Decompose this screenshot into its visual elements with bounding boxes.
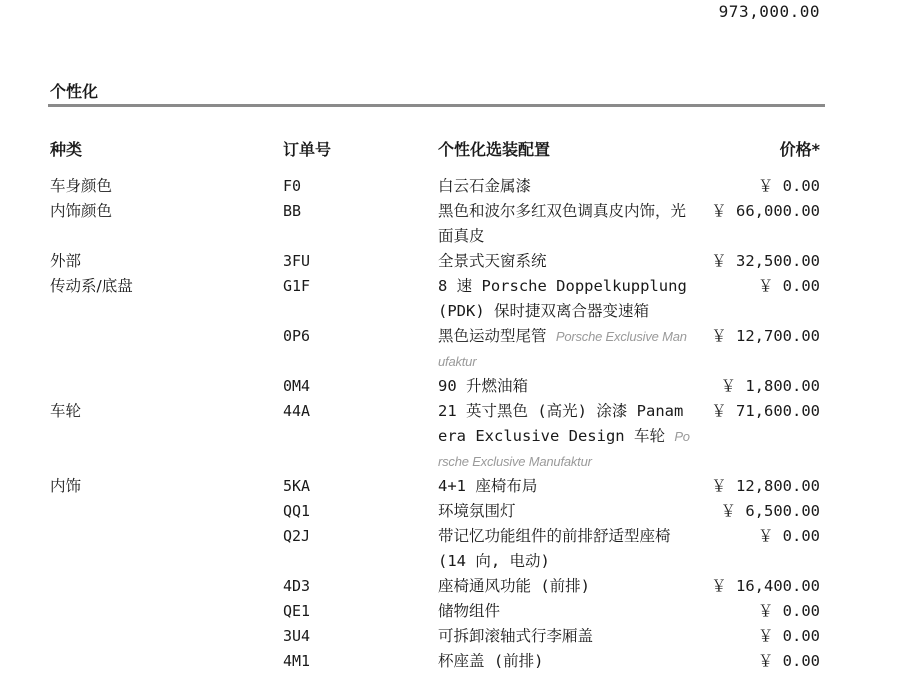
row-kind: 外部 — [50, 252, 82, 270]
row-option-description — [438, 399, 692, 474]
section-divider — [48, 104, 825, 107]
table-row — [0, 574, 900, 599]
table-header — [0, 137, 900, 159]
row-price: ￥ 66,000.00 — [711, 202, 820, 220]
row-option-text: 可拆卸滚轴式行李厢盖 — [438, 627, 594, 645]
row-price: ￥ 0.00 — [757, 277, 820, 295]
table-row — [0, 274, 900, 324]
row-price: ￥ 0.00 — [757, 602, 820, 620]
row-option-description — [438, 274, 692, 324]
row-option-text: 4+1 座椅布局 — [438, 477, 538, 495]
row-order-code: F0 — [283, 177, 302, 195]
row-price: ￥ 0.00 — [757, 652, 820, 670]
row-order-code: 3FU — [283, 252, 311, 270]
header-option: 个性化选装配置 — [438, 140, 551, 159]
table-row — [0, 174, 900, 199]
row-option-description — [438, 199, 692, 249]
header-order-code: 订单号 — [283, 140, 332, 159]
header-price: 价格* — [779, 140, 820, 159]
row-option-text: 白云石金属漆 — [438, 177, 532, 195]
row-price: ￥ 1,800.00 — [720, 377, 820, 395]
row-price: ￥ 16,400.00 — [711, 577, 820, 595]
row-option-description — [438, 599, 692, 624]
row-order-code: 0P6 — [283, 327, 311, 345]
row-price: ￥ 71,600.00 — [711, 402, 820, 420]
table-row — [0, 649, 900, 674]
row-order-code: 5KA — [283, 477, 311, 495]
row-price: ￥ 0.00 — [757, 177, 820, 195]
row-option-text: 黑色运动型尾管 — [438, 327, 547, 345]
table-row — [0, 599, 900, 624]
table-row — [0, 624, 900, 649]
row-order-code: 0M4 — [283, 377, 311, 395]
row-price: ￥ 0.00 — [757, 627, 820, 645]
table-row — [0, 474, 900, 499]
table-row — [0, 374, 900, 399]
row-price: ￥ 12,700.00 — [711, 327, 820, 345]
row-option-description — [438, 524, 692, 574]
row-option-description — [438, 374, 692, 399]
row-order-code: QQ1 — [283, 502, 311, 520]
row-kind: 内饰 — [50, 477, 82, 495]
row-kind: 车轮 — [50, 402, 82, 420]
table-row — [0, 324, 900, 374]
table-row — [0, 199, 900, 249]
header-kind: 种类 — [50, 140, 83, 159]
row-option-description — [438, 324, 692, 374]
row-option-description — [438, 574, 692, 599]
section-title: 个性化 — [50, 82, 99, 101]
row-brand-note: Porsche Exclusive Manufaktur — [438, 429, 690, 469]
row-price: ￥ 12,800.00 — [711, 477, 820, 495]
row-option-text: 带记忆功能组件的前排舒适型座椅 (14 向, 电动) — [438, 527, 671, 570]
row-price: ￥ 32,500.00 — [711, 252, 820, 270]
row-order-code: 44A — [283, 402, 311, 420]
row-option-description — [438, 249, 692, 274]
row-option-text: 8 速 Porsche Doppelkupplung (PDK) 保时捷双离合器变速箱 — [438, 277, 687, 320]
row-option-description — [438, 174, 692, 199]
previous-total-amount: 973,000.00 — [718, 2, 820, 21]
table-row — [0, 524, 900, 574]
row-option-description — [438, 474, 692, 499]
row-option-text: 21 英寸黑色 (高光) 涂漆 Panamera Exclusive Design 车轮 — [438, 402, 684, 445]
table-row — [0, 499, 900, 524]
row-kind: 传动系/底盘 — [50, 277, 133, 295]
row-option-text: 90 升燃油箱 — [438, 377, 528, 395]
row-option-description — [438, 624, 692, 649]
row-option-text: 全景式天窗系统 — [438, 252, 547, 270]
options-table-body — [0, 174, 900, 674]
row-price: ￥ 6,500.00 — [720, 502, 820, 520]
row-option-description — [438, 649, 692, 674]
table-row — [0, 399, 900, 474]
row-order-code: 4M1 — [283, 652, 311, 670]
row-option-text: 杯座盖 (前排) — [438, 652, 544, 670]
row-order-code: 3U4 — [283, 627, 311, 645]
row-option-text: 座椅通风功能 (前排) — [438, 577, 590, 595]
row-option-description — [438, 499, 692, 524]
row-order-code: BB — [283, 202, 302, 220]
row-brand-note: Porsche Exclusive Manufaktur — [438, 329, 687, 369]
row-option-text: 环境氛围灯 — [438, 502, 516, 520]
row-order-code: 4D3 — [283, 577, 311, 595]
row-order-code: G1F — [283, 277, 311, 295]
row-option-text: 储物组件 — [438, 602, 501, 620]
row-order-code: QE1 — [283, 602, 311, 620]
row-order-code: Q2J — [283, 527, 311, 545]
row-kind: 车身颜色 — [50, 177, 113, 195]
row-price: ￥ 0.00 — [757, 527, 820, 545]
table-row — [0, 249, 900, 274]
row-option-text: 黑色和波尔多红双色调真皮内饰，光面真皮 — [438, 202, 687, 245]
row-kind: 内饰颜色 — [50, 202, 113, 220]
